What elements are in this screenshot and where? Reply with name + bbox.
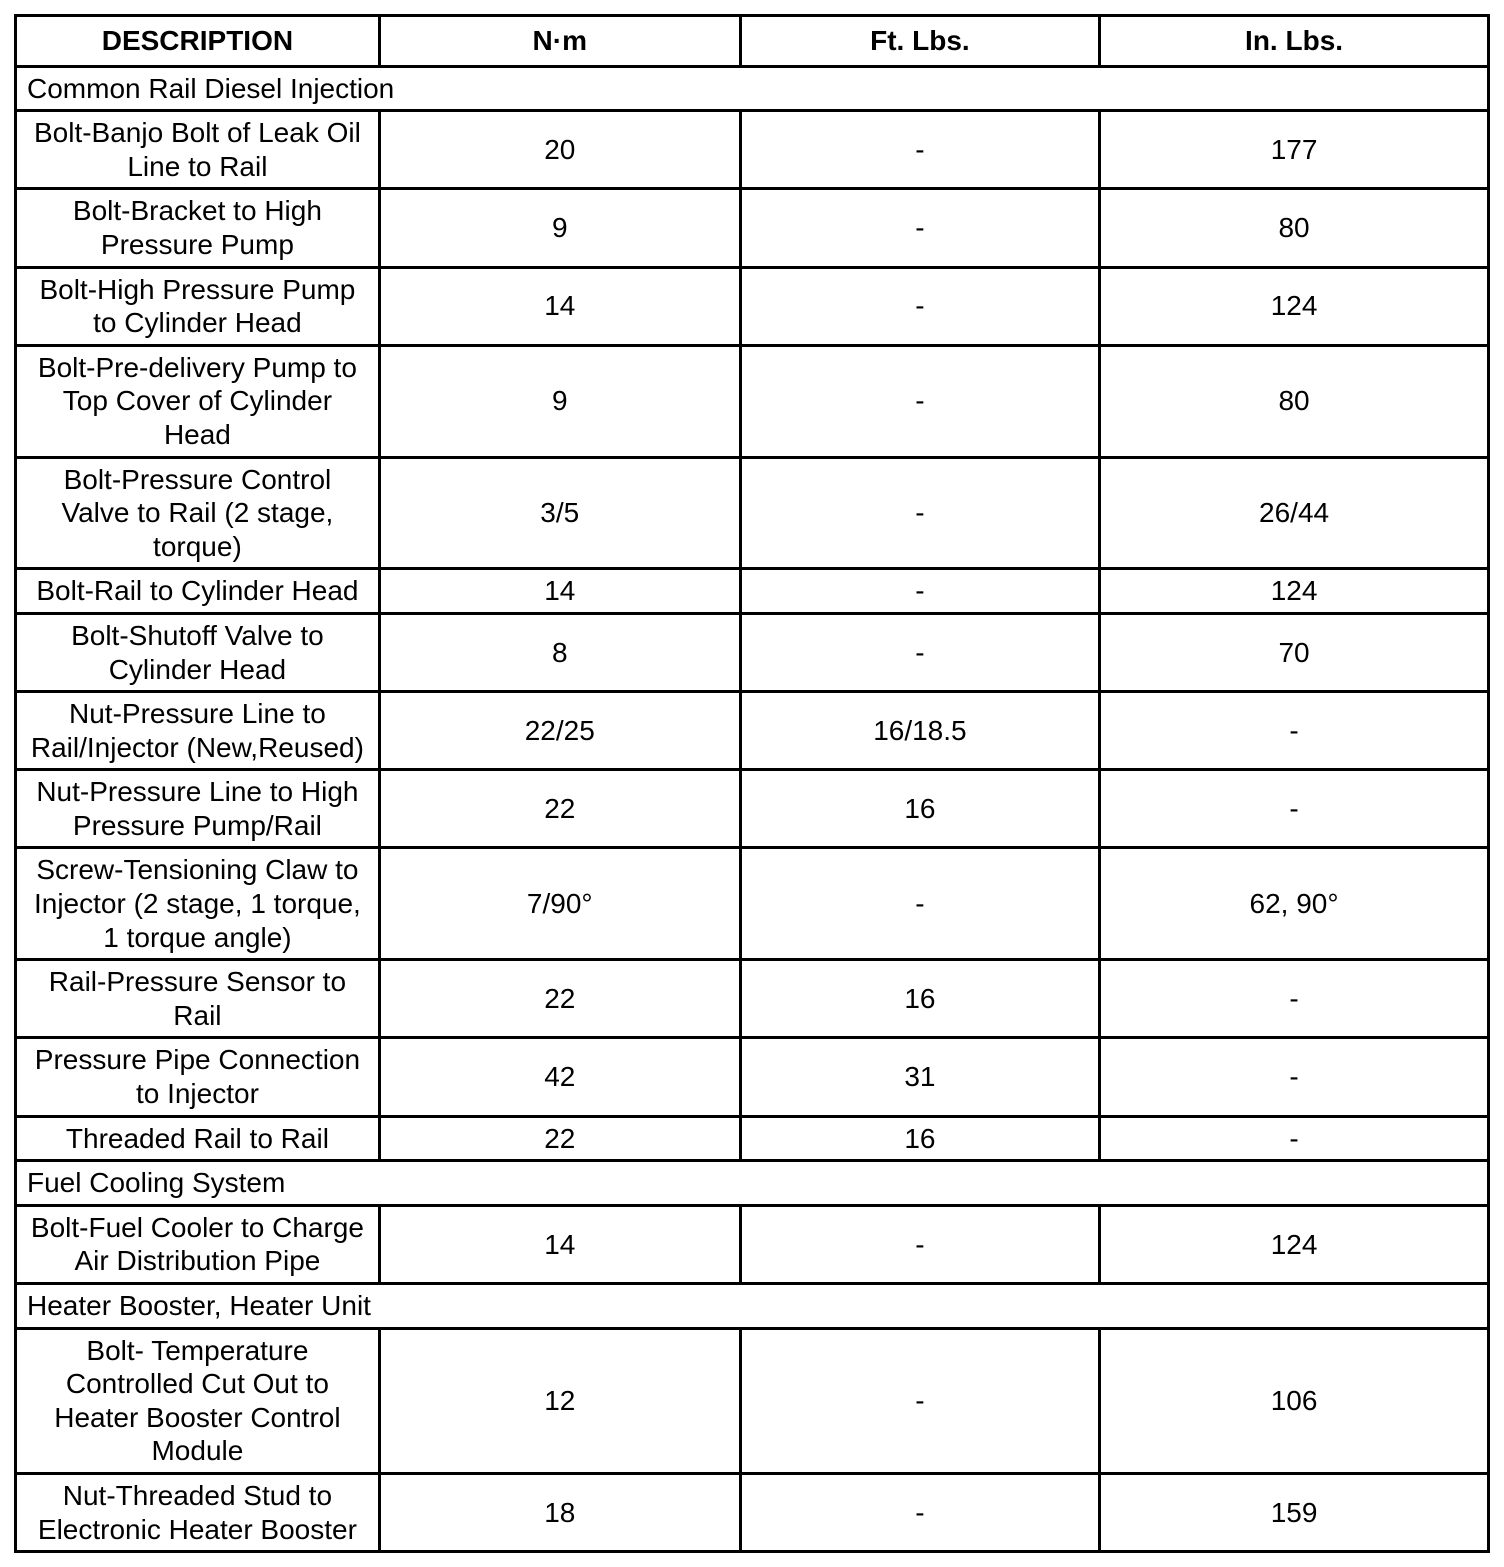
value-cell: 159 <box>1100 1473 1489 1551</box>
value-cell: - <box>1100 1116 1489 1161</box>
value-cell: 62, 90° <box>1100 848 1489 960</box>
value-cell: - <box>740 569 1099 614</box>
value-cell: - <box>1100 1038 1489 1116</box>
section-row <box>16 66 1489 111</box>
value-cell: 16/18.5 <box>740 692 1099 770</box>
value-cell: - <box>740 111 1099 189</box>
value-cell: 7/90° <box>379 848 740 960</box>
torque-spec-table <box>14 14 1490 1553</box>
description-cell: Bolt-Pre-delivery Pump to Top Cover of Cylinder Head <box>16 345 380 457</box>
value-cell: - <box>1100 692 1489 770</box>
value-cell: - <box>740 1328 1099 1473</box>
value-cell: - <box>740 1473 1099 1551</box>
value-cell: 8 <box>379 613 740 691</box>
value-cell: 22 <box>379 770 740 848</box>
value-cell: 14 <box>379 267 740 345</box>
value-cell: 80 <box>1100 189 1489 267</box>
value-cell: 9 <box>379 345 740 457</box>
value-cell: 3/5 <box>379 457 740 569</box>
value-cell: 20 <box>379 111 740 189</box>
value-cell: 70 <box>1100 613 1489 691</box>
description-cell: Pressure Pipe Connection to Injector <box>16 1038 380 1116</box>
value-cell: 22/25 <box>379 692 740 770</box>
column-header-0: DESCRIPTION <box>16 16 380 67</box>
description-cell: Threaded Rail to Rail <box>16 1116 380 1161</box>
value-cell: 16 <box>740 770 1099 848</box>
column-header-2: Ft. Lbs. <box>740 16 1099 67</box>
description-cell: Bolt-Pressure Control Valve to Rail (2 stage, torque) <box>16 457 380 569</box>
value-cell: 22 <box>379 1116 740 1161</box>
table-row <box>16 111 1489 189</box>
value-cell: - <box>740 613 1099 691</box>
section-label: Common Rail Diesel Injection <box>16 66 1489 111</box>
table-row <box>16 1328 1489 1473</box>
value-cell: 124 <box>1100 267 1489 345</box>
value-cell: - <box>740 457 1099 569</box>
column-header-3: In. Lbs. <box>1100 16 1489 67</box>
value-cell: - <box>740 1205 1099 1283</box>
table-row <box>16 457 1489 569</box>
value-cell: 124 <box>1100 569 1489 614</box>
description-cell: Nut-Pressure Line to High Pressure Pump/Rail <box>16 770 380 848</box>
section-label: Heater Booster, Heater Unit <box>16 1284 1489 1329</box>
column-header-1: N·m <box>379 16 740 67</box>
value-cell: - <box>740 345 1099 457</box>
table-row <box>16 267 1489 345</box>
table-row <box>16 1205 1489 1283</box>
description-cell: Bolt-High Pressure Pump to Cylinder Head <box>16 267 380 345</box>
value-cell: - <box>740 189 1099 267</box>
description-cell: Nut-Pressure Line to Rail/Injector (New,Reused) <box>16 692 380 770</box>
value-cell: 42 <box>379 1038 740 1116</box>
table-row <box>16 569 1489 614</box>
value-cell: 14 <box>379 569 740 614</box>
value-cell: 31 <box>740 1038 1099 1116</box>
value-cell: 12 <box>379 1328 740 1473</box>
value-cell: - <box>1100 770 1489 848</box>
value-cell: 177 <box>1100 111 1489 189</box>
value-cell: 22 <box>379 960 740 1038</box>
description-cell: Bolt-Shutoff Valve to Cylinder Head <box>16 613 380 691</box>
section-label: Fuel Cooling System <box>16 1161 1489 1206</box>
value-cell: 16 <box>740 960 1099 1038</box>
value-cell: 16 <box>740 1116 1099 1161</box>
value-cell: 9 <box>379 189 740 267</box>
value-cell: 26/44 <box>1100 457 1489 569</box>
value-cell: - <box>740 267 1099 345</box>
description-cell: Rail-Pressure Sensor to Rail <box>16 960 380 1038</box>
section-row <box>16 1284 1489 1329</box>
description-cell: Bolt-Fuel Cooler to Charge Air Distribution Pipe <box>16 1205 380 1283</box>
table-row <box>16 1038 1489 1116</box>
table-row <box>16 345 1489 457</box>
description-cell: Bolt-Rail to Cylinder Head <box>16 569 380 614</box>
table-row <box>16 960 1489 1038</box>
description-cell: Nut-Threaded Stud to Electronic Heater Booster <box>16 1473 380 1551</box>
table-row <box>16 692 1489 770</box>
table-row <box>16 613 1489 691</box>
value-cell: 124 <box>1100 1205 1489 1283</box>
value-cell: - <box>1100 960 1489 1038</box>
value-cell: 14 <box>379 1205 740 1283</box>
table-row <box>16 770 1489 848</box>
description-cell: Screw-Tensioning Claw to Injector (2 stage, 1 torque, 1 torque angle) <box>16 848 380 960</box>
value-cell: 80 <box>1100 345 1489 457</box>
value-cell: 18 <box>379 1473 740 1551</box>
table-row <box>16 848 1489 960</box>
description-cell: Bolt- Temperature Controlled Cut Out to Heater Booster Control Module <box>16 1328 380 1473</box>
section-row <box>16 1161 1489 1206</box>
value-cell: 106 <box>1100 1328 1489 1473</box>
description-cell: Bolt-Banjo Bolt of Leak Oil Line to Rail <box>16 111 380 189</box>
description-cell: Bolt-Bracket to High Pressure Pump <box>16 189 380 267</box>
table-row <box>16 189 1489 267</box>
table-header-row <box>16 16 1489 67</box>
value-cell: - <box>740 848 1099 960</box>
table-row <box>16 1473 1489 1551</box>
table-row <box>16 1116 1489 1161</box>
